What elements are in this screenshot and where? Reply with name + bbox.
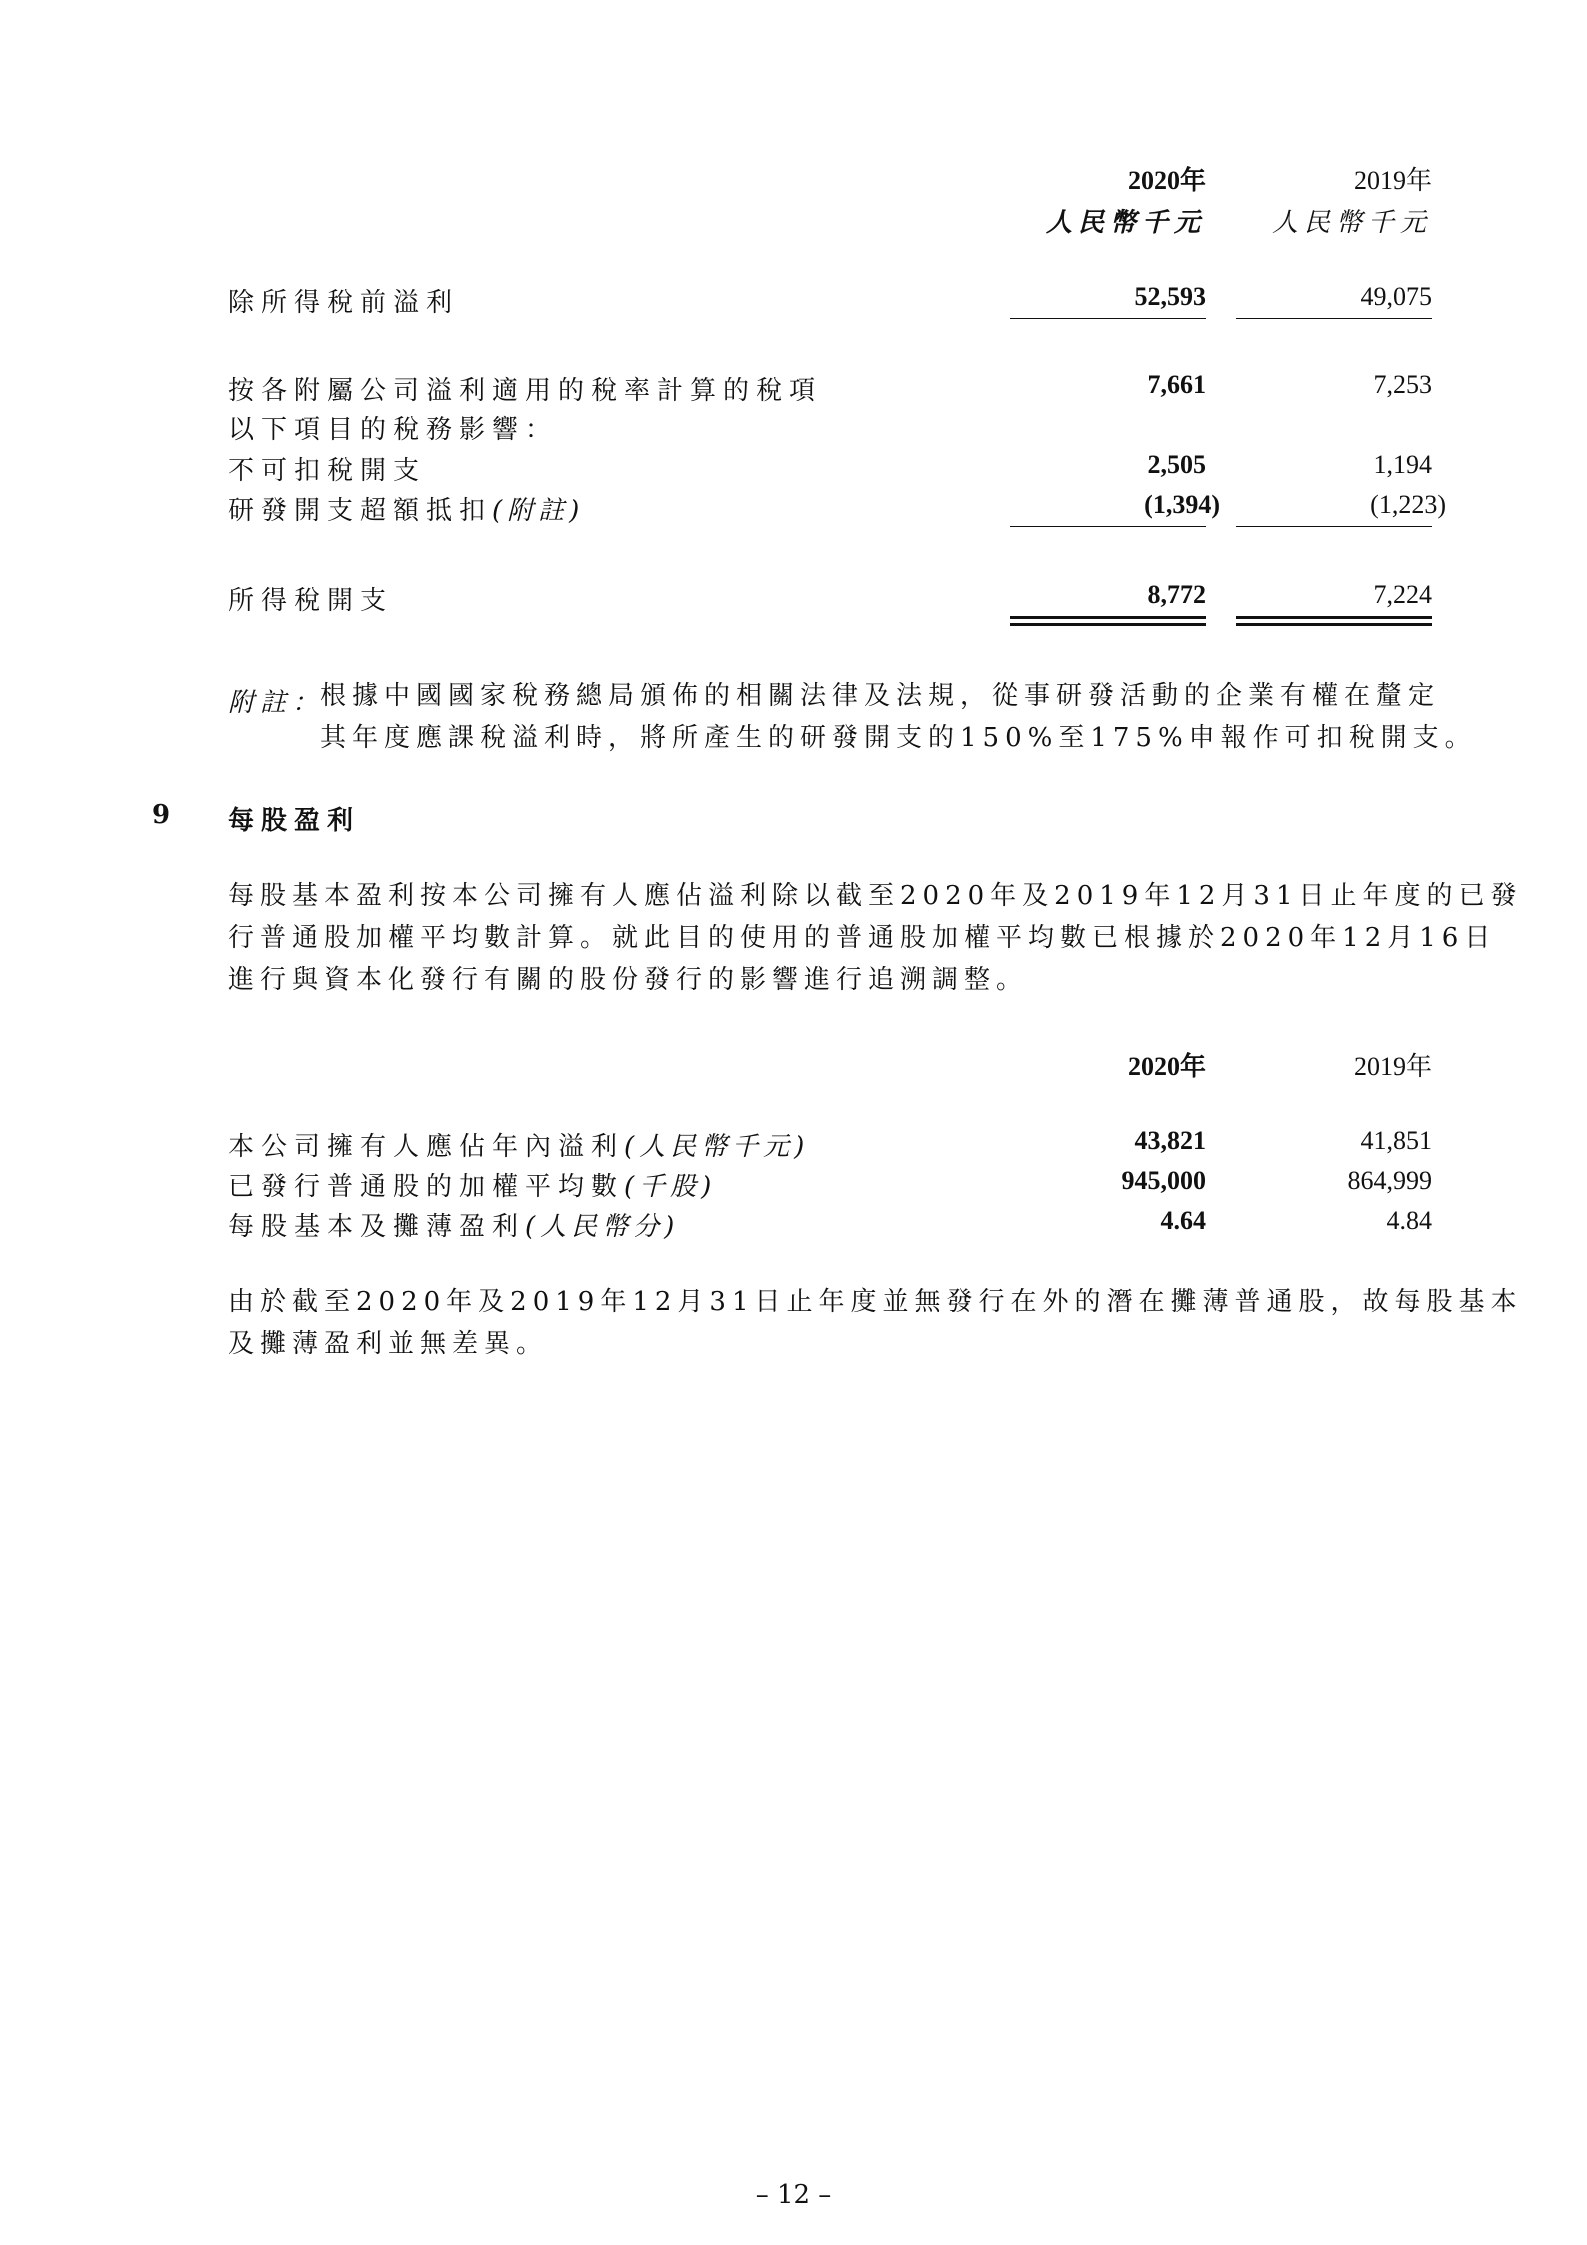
paragraph1-line-3: 進行與資本化發行有關的股份發行的影響進行追溯調整。 <box>228 965 1029 995</box>
eps-value-2019: 41,851 <box>1360 1126 1432 1155</box>
paragraph1-line-2: 行普通股加權平均數計算。就此目的使用的普通股加權平均數已根據於2020年12月16日 <box>228 923 1497 953</box>
eps-header-2020: 2020年 <box>1127 1052 1206 1081</box>
eps-value-2019: 864,999 <box>1347 1166 1432 1195</box>
row-value-2019: 7,224 <box>1373 580 1432 609</box>
eps-value-2020: 4.64 <box>1160 1206 1206 1235</box>
note-line-1: 根據中國國家稅務總局頒佈的相關法律及法規，從事研發活動的企業有權在釐定 <box>320 681 1441 711</box>
subtotal-rule-2020 <box>1010 318 1206 319</box>
eps-row-unit: (人民幣分) <box>525 1212 680 1242</box>
page-number: – 12 – <box>755 2180 832 2210</box>
row-value-2019: (1,223) <box>1370 490 1446 519</box>
eps-row-text: 每股基本及攤薄盈利 <box>228 1212 526 1242</box>
paragraph2-line-1: 由於截至2020年及2019年12月31日止年度並無發行在外的潛在攤薄普通股，故每股基本 <box>228 1287 1523 1317</box>
row-value-2020: (1,394) <box>1144 490 1220 519</box>
paragraph1-line-1: 每股基本盈利按本公司擁有人應佔溢利除以截至2020年及2019年12月31日止年度的已發 <box>228 881 1523 911</box>
eps-row-text: 本公司擁有人應佔年內溢利 <box>228 1132 625 1162</box>
tax-unit-2020: 人民幣千元 <box>1045 208 1206 237</box>
section-number: 9 <box>152 800 171 830</box>
eps-value-2019: 4.84 <box>1386 1206 1432 1235</box>
section-title: 每股盈利 <box>228 806 361 836</box>
eps-header-2019: 2019年 <box>1353 1052 1432 1081</box>
total-double-rule-2019 <box>1236 616 1432 626</box>
row-value-2019: 7,253 <box>1373 370 1432 399</box>
eps-row-label-eps <box>228 1206 679 1243</box>
tax-header-2019: 2019年 <box>1353 166 1432 195</box>
rd-deduction-text: 研發開支超額抵扣 <box>228 496 493 526</box>
total-double-rule-2020 <box>1010 616 1206 626</box>
row-label-income-tax-expense: 所得稅開支 <box>228 586 394 616</box>
eps-row-label-shares <box>228 1166 716 1203</box>
row-value-2020: 7,661 <box>1147 370 1206 399</box>
subtotal-rule-2020 <box>1010 526 1206 527</box>
eps-row-unit: (人民幣千元) <box>624 1132 810 1162</box>
eps-row-unit: (千股) <box>624 1172 717 1202</box>
eps-value-2020: 43,821 <box>1134 1126 1206 1155</box>
subtotal-rule-2019 <box>1236 318 1432 319</box>
row-label-tax-at-rate: 按各附屬公司溢利適用的稅率計算的稅項 <box>228 376 823 406</box>
row-label-nondeductible: 不可扣稅開支 <box>228 456 427 486</box>
subtotal-rule-2019 <box>1236 526 1432 527</box>
row-value-2019: 1,194 <box>1373 450 1432 479</box>
paragraph2-line-2: 及攤薄盈利並無差異。 <box>228 1329 549 1359</box>
row-value-2020: 52,593 <box>1134 282 1206 311</box>
row-label-tax-effects: 以下項目的稅務影響： <box>228 415 559 445</box>
note-reference: (附註) <box>492 496 585 526</box>
row-label-profit-before-tax: 除所得稅前溢利 <box>228 288 460 318</box>
row-value-2019: 49,075 <box>1360 282 1432 311</box>
eps-value-2020: 945,000 <box>1121 1166 1206 1195</box>
row-value-2020: 8,772 <box>1147 580 1206 609</box>
tax-unit-2019: 人民幣千元 <box>1271 208 1432 237</box>
note-line-2: 其年度應課稅溢利時，將所產生的研發開支的150%至175%申報作可扣稅開支。 <box>320 723 1477 753</box>
note-prefix: 附註： <box>228 688 325 718</box>
eps-row-label-profit <box>228 1126 809 1163</box>
row-value-2020: 2,505 <box>1147 450 1206 479</box>
row-label-rd-deduction <box>228 490 584 527</box>
tax-header-2020: 2020年 <box>1127 166 1206 195</box>
eps-row-text: 已發行普通股的加權平均數 <box>228 1172 625 1202</box>
